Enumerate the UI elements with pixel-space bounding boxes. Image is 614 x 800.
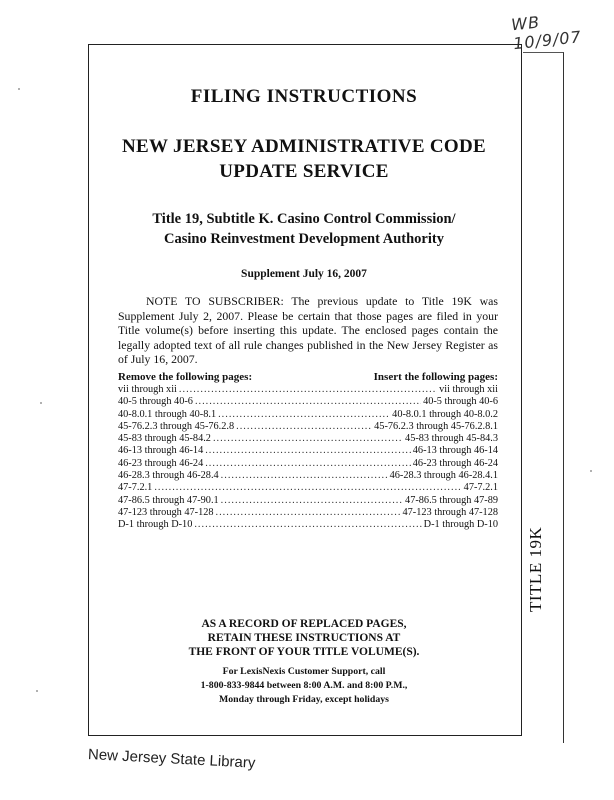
remove-header: Remove the following pages: (118, 371, 253, 383)
table-row (118, 470, 498, 482)
side-tab-label: TITLE 19K (526, 526, 545, 612)
record-line-1: AS A RECORD OF REPLACED PAGES, (201, 618, 407, 630)
handwritten-note: WB 10/9/07 (510, 12, 583, 54)
insert-pages: vii through xii (439, 384, 498, 395)
title-subtitle (88, 209, 520, 249)
record-notice (88, 617, 520, 659)
table-row (118, 421, 498, 433)
table-row (118, 495, 498, 507)
insert-pages: 47-86.5 through 47-89 (405, 494, 498, 506)
table-row (118, 433, 498, 445)
scan-speck (36, 690, 38, 692)
insert-pages: D-1 through D-10 (423, 519, 498, 531)
subtitle-line-1: Title 19, Subtitle K. Casino Control Commission/ (152, 211, 456, 227)
insert-header: Insert the following pages: (373, 371, 498, 383)
supplement-date: Supplement July 16, 2007 (241, 268, 367, 280)
remove-pages: 46-23 through 46-24 (118, 457, 204, 469)
insert-pages: 46-23 through 46-24 (412, 457, 498, 469)
remove-pages: 40-5 through 40-6 (118, 396, 193, 408)
filing-instructions-title: FILING INSTRUCTIONS (190, 86, 418, 107)
support-line-3: Monday through Friday, except holidays (219, 694, 389, 705)
customer-support (88, 665, 520, 707)
remove-pages: 46-13 through 46-14 (118, 445, 204, 457)
pages-table (118, 384, 498, 532)
table-row (118, 458, 498, 470)
insert-pages: 46-13 through 46-14 (412, 445, 498, 457)
insert-pages: 45-83 through 45-84.3 (405, 433, 498, 445)
table-row (118, 507, 498, 519)
code-heading-line-1: NEW JERSEY ADMINISTRATIVE CODE (122, 136, 486, 157)
subtitle-line-2: Casino Reinvestment Development Authority (164, 231, 444, 247)
remove-pages: 47-86.5 through 47-90.1 (118, 494, 219, 506)
remove-pages: D-1 through D-10 (118, 519, 193, 531)
insert-pages: 46-28.3 through 46-28.4.1 (389, 470, 498, 482)
scan-speck (590, 470, 592, 472)
table-row (118, 384, 498, 396)
insert-pages: 40-5 through 40-6 (423, 396, 498, 408)
insert-pages: 40-8.0.1 through 40-8.0.2 (392, 408, 498, 420)
remove-pages: 40-8.0.1 through 40-8.1 (118, 408, 217, 420)
support-line-2: 1-800-833-9844 between 8:00 A.M. and 8:00 P.M., (200, 680, 408, 691)
side-tab (523, 52, 564, 743)
table-row (118, 409, 498, 421)
note-to-subscriber (118, 294, 498, 367)
pages-table-header (118, 371, 498, 383)
code-heading-line-2: UPDATE SERVICE (219, 161, 389, 182)
code-heading (88, 134, 520, 184)
remove-pages: 47-123 through 47-128 (118, 506, 214, 518)
remove-pages: 46-28.3 through 46-28.4 (118, 470, 219, 482)
table-row (118, 396, 498, 408)
remove-pages: 47-7.2.1 (118, 482, 153, 494)
library-stamp: New Jersey State Library (87, 746, 256, 772)
table-row (118, 445, 498, 457)
scan-speck (40, 402, 42, 404)
table-row (118, 482, 498, 494)
insert-pages: 45-76.2.3 through 45-76.2.8.1 (374, 420, 498, 432)
table-row (118, 519, 498, 531)
support-line-1: For LexisNexis Customer Support, call (222, 666, 386, 677)
remove-pages: 45-76.2.3 through 45-76.2.8 (118, 420, 235, 432)
note-text: NOTE TO SUBSCRIBER: The previous update to Title 19K was Supplement July 2, 2007. Please be certain that those pages are filed in your Title volume(s) before inserting this update. The enclosed pages contain the legally adopted text of all rule changes published in the New Jersey Register as of July 16, 2007. (118, 294, 498, 367)
scan-speck (18, 88, 20, 90)
insert-pages: 47-7.2.1 (463, 482, 498, 494)
remove-pages: 45-83 through 45-84.2 (118, 433, 211, 445)
remove-pages: vii through xii (118, 384, 177, 395)
record-line-3: THE FRONT OF YOUR TITLE VOLUME(S). (188, 646, 420, 658)
insert-pages: 47-123 through 47-128 (402, 506, 498, 518)
record-line-2: RETAIN THESE INSTRUCTIONS AT (207, 632, 401, 644)
